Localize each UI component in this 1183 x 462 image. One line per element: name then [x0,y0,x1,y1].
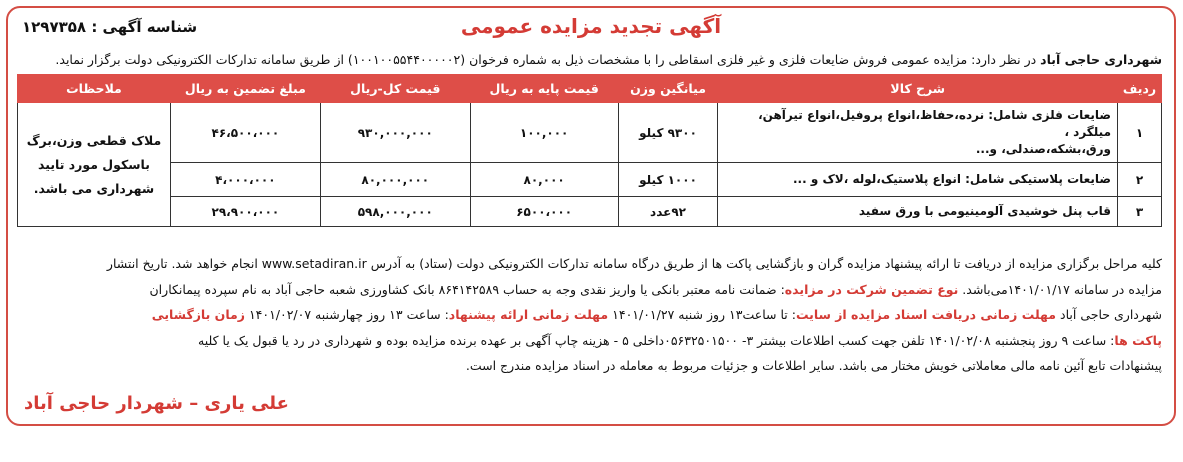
intro-org: شهرداری حاجی آباد [1040,52,1162,67]
body-line-3 [20,302,1162,328]
table-row [18,163,1162,197]
ad-number-value: ۱۲۹۷۳۵۸ [22,18,87,36]
cell-desc [718,163,1118,197]
header-guarantee: مبلغ تضمین به ریال [170,75,320,103]
cell-total-price: ۸۰,۰۰۰,۰۰۰ [320,163,470,197]
cell-desc [718,103,1118,163]
guarantee-type-label: نوع تضمین شرکت در مزایده [784,281,959,297]
body-text: : ضمانت نامه معتبر بانکی یا واریز نقدی وجه به حساب ۸۶۴۱۴۲۵۸۹ بانک کشاورزی شعبه حاجی آباد به نام سپرده پیمانکاران [149,281,785,297]
cell-base-price: ۸۰,۰۰۰ [470,163,618,197]
header-notes: ملاحظات [18,75,171,103]
items-table [17,74,1162,227]
cell-row-num: ۳ [1118,197,1162,227]
submission-deadline-label: مهلت زمانی ارائه پیشنهاد [448,307,609,322]
envelopes-label: پاکت ها [1114,332,1162,348]
cell-notes [18,103,171,227]
cell-desc-line: ضایعات پلاستیکی شامل: انواع پلاستیک،لوله ،لاک و ... [793,172,1112,186]
cell-weight: ۹۳۰۰ کیلو [618,103,718,163]
cell-desc [718,197,1118,227]
header-weight: میانگین وزن [618,75,718,103]
docs-deadline-label: مهلت زمانی دریافت اسناد مزایده از سایت [795,307,1057,322]
table-row [18,103,1162,163]
header-desc: شرح کالا [718,75,1118,103]
notes-line: باسکول مورد تایید [38,156,150,172]
cell-guarantee: ۴۶،۵۰۰،۰۰۰ [170,103,320,163]
intro-body: در نظر دارد: مزایده عمومی فروش ضایعات فلزی و غیر فلزی اسقاطی را با مشخصات ذیل به شماره فرخوان (۱۰۰۱۰۰۵۵۴۴۰۰۰۰۰۲) از طریق سامانه تدارکات الکترونیکی دولت برگزار نماید. [55,52,1037,67]
notes-line: ملاک قطعی وزن،برگ [26,132,162,148]
cell-desc-line: قاب پنل خوشیدی آلومینیومی با ورق سفید [858,204,1112,218]
body-text: : تا ساعت۱۳ روز شنبه ۱۴۰۱/۰۱/۲۷ [612,307,796,322]
body-line-2 [20,277,1162,303]
notes-line: شهرداری می باشد. [33,180,155,196]
body-text: پیشنهادات تابع آئین نامه مالی معاملاتی خویش مختار می باشد. سایر اطلاعات و جزئیات مربوط به معامله در اسناد مزایده مندرج است. [465,358,1162,373]
intro-text [20,50,1162,70]
cell-row-num: ۱ [1118,103,1162,163]
body-text: : ساعت ۹ روز پنجشنبه ۱۴۰۱/۰۲/۰۸ تلفن جهت کسب اطلاعات بیشتر ۳- ۰۵۶۳۲۵۰۱۵۰۰داخلی ۵ - هزینه چاپ آگهی بر عهده برنده مزایده بوده و شهرداری در رد یا قبول یک یا کلیه [198,332,1115,348]
body-line-4 [20,328,1162,354]
cell-guarantee: ۴،۰۰۰،۰۰۰ [170,163,320,197]
notice-title: آگهی تجدید مزایده عمومی [460,14,722,38]
signature: علی یاری – شهردار حاجی آباد [24,393,289,414]
table-row [18,197,1162,227]
header-total-price: قیمت کل-ریال [320,75,470,103]
ad-number-label: شناسه آگهی : [91,18,198,36]
body-text: شهرداری حاجی آباد [1060,307,1162,322]
header-base-price: قیمت پایه به ریال [470,75,618,103]
cell-weight: ۹۲عدد [618,197,718,227]
cell-guarantee: ۲۹،۹۰۰،۰۰۰ [170,197,320,227]
cell-weight: ۱۰۰۰ کیلو [618,163,718,197]
body-text: کلیه مراحل برگزاری مزایده از دریافت تا ارائه پیشنهاد مزایده گران و بازگشایی پاکت ها از طریق درگاه سامانه تدارکات الکترونیکی دولت (ستاد) به آدرس www.setadiran.ir انجام خواهد شد. تاریخ انتشار [106,256,1162,271]
notice-body [20,251,1162,379]
opening-time-label: زمان بازگشایی [151,307,245,322]
cell-row-num: ۲ [1118,163,1162,197]
cell-base-price: ۶۵۰۰،۰۰۰ [470,197,618,227]
body-text: : ساعت ۱۳ روز چهارشنبه ۱۴۰۱/۰۲/۰۷ [248,307,449,322]
body-text: مزایده در سامانه ۱۴۰۱/۰۱/۱۷می‌باشد. [962,281,1162,297]
cell-total-price: ۵۹۸,۰۰۰,۰۰۰ [320,197,470,227]
body-line-5 [20,353,1162,379]
cell-total-price: ۹۳۰,۰۰۰,۰۰۰ [320,103,470,163]
cell-base-price: ۱۰۰,۰۰۰ [470,103,618,163]
notice-frame [6,6,1176,426]
body-line-1 [20,251,1162,277]
cell-desc-line: ضایعات فلزی شامل: نرده،حفاظ،انواع پروفیل،انواع تیرآهن، میلگرد ، [758,108,1112,139]
cell-desc-line: ورق،بشکه،صندلی، و... [975,142,1112,156]
table-header-row [18,75,1162,103]
header-row-num: ردیف [1118,75,1162,103]
